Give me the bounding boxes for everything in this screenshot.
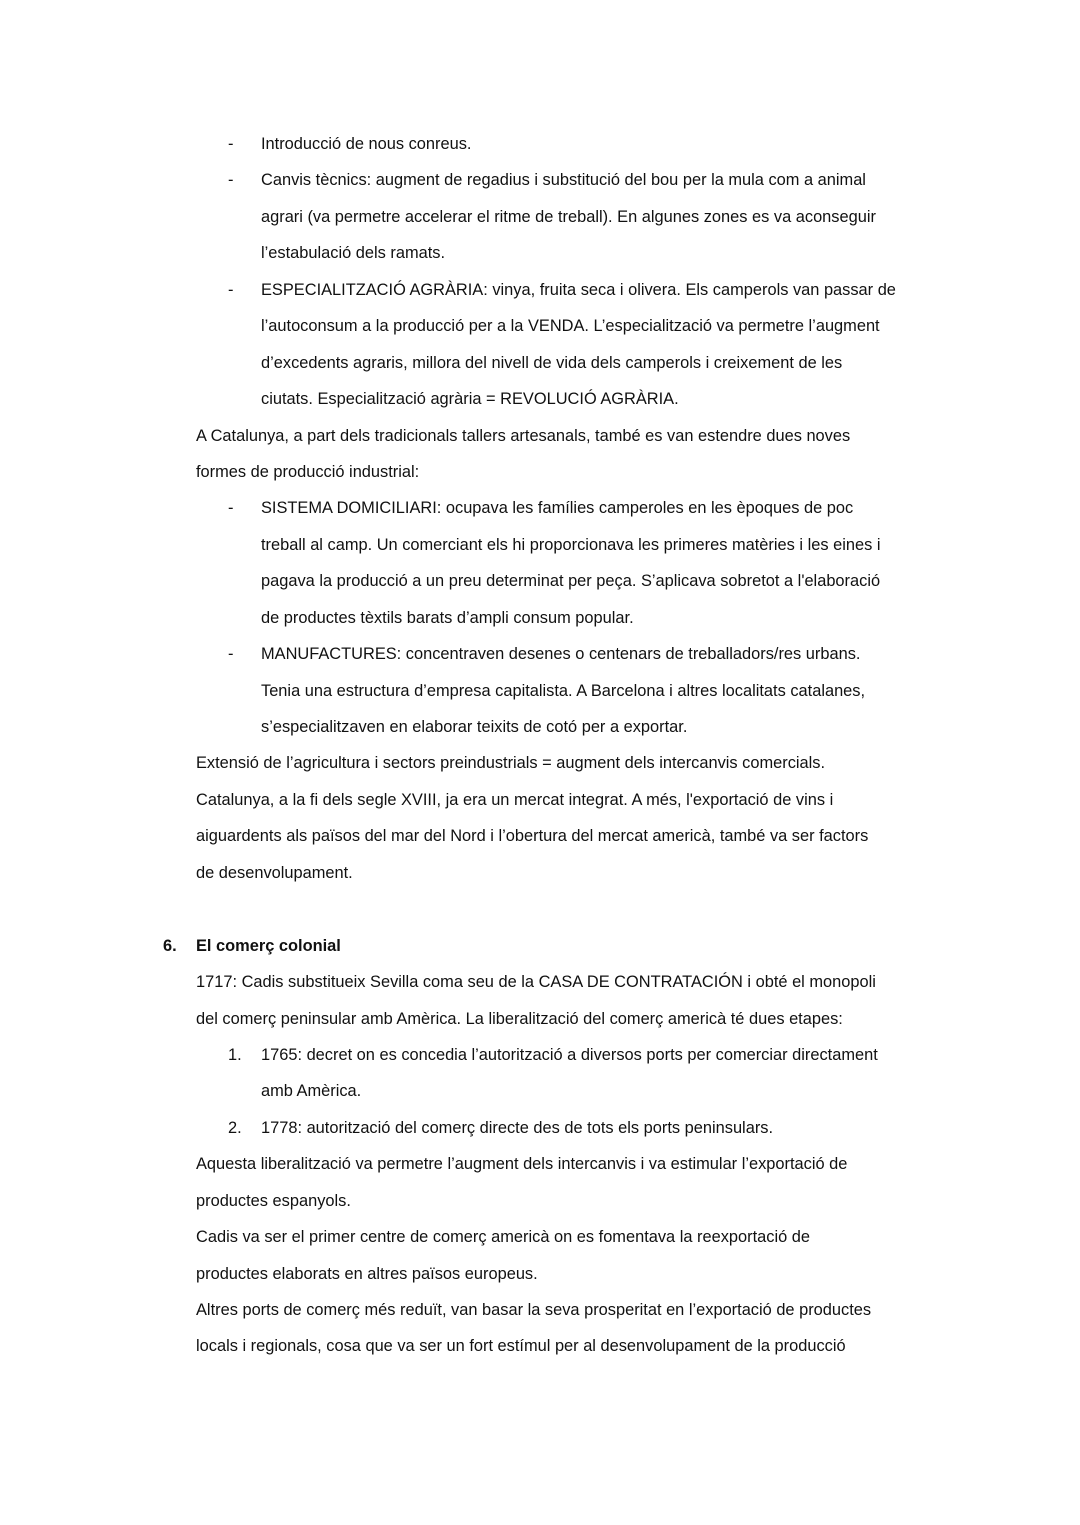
line-text: ciutats. Especialització agrària = REVOLUCIÓ AGRÀRIA. [261,390,679,409]
line-text: Introducció de nous conreus. [261,135,472,153]
line-text: d’excedents agraris, millora del nivell de vida dels camperols i creixement de les [261,353,843,372]
text-line [0,673,1080,709]
line-text: MANUFACTURES: concentraven desenes o centenars de treballadors/res urbans. [261,645,861,664]
text-line [0,600,1080,636]
text-line [0,418,1080,454]
line-text: Tenia una estructura d’empresa capitalista. A Barcelona i altres localitats catalanes, [261,681,866,700]
text-line [0,709,1080,745]
line-text: ESPECIALITZACIÓ AGRÀRIA: vinya, fruita seca i olivera. Els camperols van passar de [261,280,896,299]
list-item [0,162,1080,198]
line-text: 1717: Cadis substitueix Sevilla coma seu de la CASA DE CONTRATACIÓN i obté el monopoli [196,973,876,992]
line-text: l’autoconsum a la producció per a la VENDA. L’especialització va permetre l’augment [261,317,880,336]
text-line [0,308,1080,344]
line-text: productes elaborats en altres països europeus. [196,1264,538,1283]
section-heading [0,928,1080,964]
list-marker: - [228,135,234,153]
text-line [0,1219,1080,1255]
line-text: A Catalunya, a part dels tradicionals tallers artesanals, també es van estendre dues noves [196,426,851,445]
text-line [0,745,1080,781]
text-line [0,527,1080,563]
text-line [0,964,1080,1000]
text-line [0,199,1080,235]
text-line [0,1256,1080,1292]
line-text: formes de producció industrial: [196,462,420,481]
text-line [0,381,1080,417]
line-text: Aquesta liberalització va permetre l’augment dels intercanvis i va estimular l’exportació de [196,1155,848,1174]
text-line [0,1328,1080,1364]
list-marker: - [228,171,234,190]
text-line [0,235,1080,271]
line-text: aiguardents als països del mar del Nord i l’obertura del mercat americà, també va ser factors [196,827,869,846]
line-text: Extensió de l’agricultura i sectors preindustrials = augment dels intercanvis comercials. [196,754,826,773]
list-item [0,636,1080,672]
text-line [0,1073,1080,1109]
text-line [0,1292,1080,1328]
line-text: Altres ports de comerç més reduït, van basar la seva prosperitat en l’exportació de productes [196,1301,872,1319]
line-text: s’especialitzaven en elaborar teixits de cotó per a exportar. [261,718,688,736]
list-marker: - [228,645,234,664]
line-text: Cadis va ser el primer centre de comerç americà on es fomentava la reexportació de [196,1228,811,1247]
line-text: 1778: autorització del comerç directe des de tots els ports peninsulars. [261,1118,774,1137]
line-text: productes espanyols. [196,1191,351,1210]
list-item [0,1110,1080,1146]
line-text: treball al camp. Un comerciant els hi proporcionava les primeres matèries i les eines i [261,535,881,554]
text-line [0,454,1080,490]
text-line [0,855,1080,891]
line-text: SISTEMA DOMICILIARI: ocupava les famílies camperoles en les èpoques de poc [261,499,854,518]
line-text: l’estabulació dels ramats. [261,244,446,263]
line-text: pagava la producció a un preu determinat per peça. S’aplicava sobretot a l'elaboració [261,572,881,591]
list-item [0,126,1080,162]
text-line [0,1146,1080,1182]
list-marker: - [228,280,234,299]
line-text: del comerç peninsular amb Amèrica. La liberalització del comerç americà té dues etapes: [196,1009,843,1028]
text-line [0,818,1080,854]
list-marker: 1. [228,1045,242,1064]
line-text: 1765: decret on es concedia l’autorització a diversos ports per comerciar directament [261,1045,878,1064]
list-item [0,490,1080,526]
text-line [0,345,1080,381]
line-text: de productes tèxtils barats d’ampli consum popular. [261,608,634,627]
heading-text: El comerç colonial [196,936,341,955]
heading-number: 6. [163,936,177,955]
line-text: Catalunya, a la fi dels segle XVIII, ja era un mercat integrat. A més, l'exportació de vins i [196,790,834,809]
document-body [0,126,1080,1365]
list-marker: 2. [228,1118,242,1137]
text-line [0,891,1080,927]
line-text: agrari (va permetre accelerar el ritme de treball). En algunes zones es va aconseguir [261,207,876,226]
line-text: locals i regionals, cosa que va ser un fort estímul per al desenvolupament de la producció [196,1337,846,1356]
line-text: de desenvolupament. [196,863,353,882]
text-line [0,1001,1080,1037]
text-line [0,563,1080,599]
line-text: Canvis tècnics: augment de regadius i substitució del bou per la mula com a animal [261,171,866,190]
line-text: amb Amèrica. [261,1082,362,1101]
text-line [0,1183,1080,1219]
list-item [0,272,1080,308]
text-line [0,782,1080,818]
list-marker: - [228,499,234,518]
list-item [0,1037,1080,1073]
